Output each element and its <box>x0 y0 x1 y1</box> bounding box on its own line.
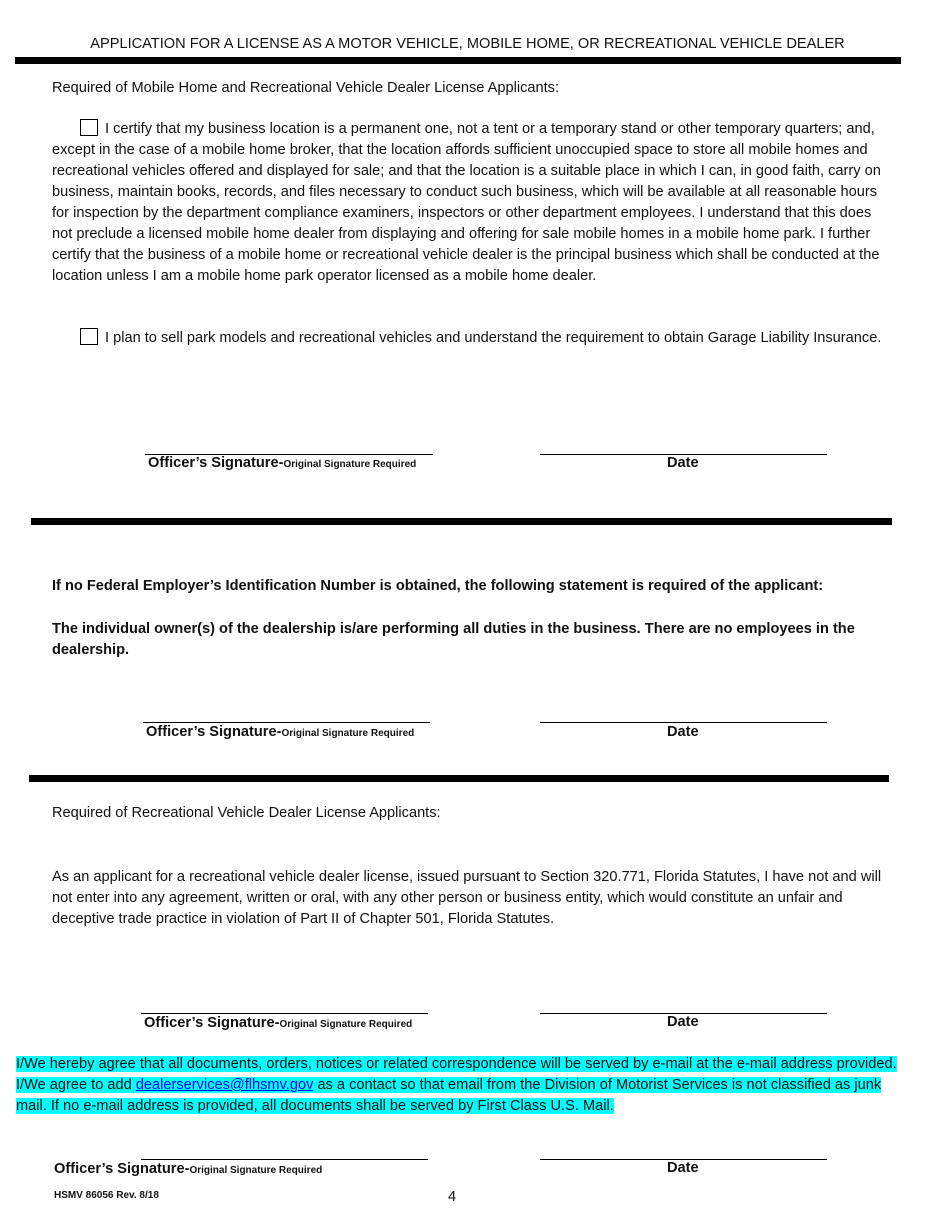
date-label-2: Date <box>667 724 699 740</box>
officer-signature-line-3[interactable] <box>141 1013 428 1014</box>
section3-heading: Required of Recreational Vehicle Dealer License Applicants: <box>52 805 441 821</box>
officer-label: Officer’s Signature- <box>146 724 282 740</box>
section1-heading: Required of Mobile Home and Recreational Vehicle Dealer License Applicants: <box>52 80 560 96</box>
certify-paragraph <box>52 119 892 287</box>
email-notice <box>16 1054 906 1117</box>
date-line-2[interactable] <box>540 722 827 723</box>
certify-text: I certify that my business location is a permanent one, not a tent or a temporary stand or other temporary quarters; and, except in the case of a mobile home broker, that the location affords sufficient unoccupied space to store all mobile homes and recreational vehicles offered and displayed for sale; and that the location is a suitable place in which I can, in good faith, carry on business, maintain books, records, and files necessary to conduct such business, which will be available at all reasonable hours for inspection by the department compliance examiners, inspectors or other department employees. I understand that this does not preclude a licensed mobile home dealer from displaying and offering for sale mobile homes in a mobile home park. I further certify that the business of a mobile home or recreational vehicle dealer is the principal business which shall be conducted at the location unless I am a mobile home park operator licensed as a mobile home dealer. <box>52 121 881 284</box>
certify-checkbox[interactable] <box>80 119 98 136</box>
dealer-services-email-link[interactable]: dealerservices@flhsmv.gov <box>135 1077 314 1093</box>
officer-signature-line-4[interactable] <box>141 1159 428 1160</box>
officer-signature-label-3 <box>144 1015 412 1031</box>
officer-label: Officer’s Signature- <box>54 1161 190 1177</box>
insurance-checkbox[interactable] <box>80 328 98 345</box>
officer-signature-label-4 <box>54 1161 322 1177</box>
officer-signature-line-2[interactable] <box>143 722 430 723</box>
email-notice-part2: as a contact so that email from the Division of Motorist Services is not classified as junk mail. If no e-mail address is provided, all documents shall be served by First Class U.S. Mail. <box>16 1077 882 1114</box>
email-notice-part1: I/We hereby agree that all documents, orders, notices or related correspondence will be served by e-mail at the e-mail address provided. I/We agree to add <box>16 1056 897 1093</box>
section2-heading: If no Federal Employer’s Identification Number is obtained, the following statement is required of the applicant: <box>52 578 824 594</box>
section3-statement: As an applicant for a recreational vehicle dealer license, issued pursuant to Section 320.771, Florida Statutes, I have not and will not enter into any agreement, written or oral, with any other person or business entity, which would constitute an unfair and deceptive trade practice in violation of Part II of Chapter 501, Florida Statutes. <box>52 869 882 927</box>
insurance-text: I plan to sell park models and recreational vehicles and understand the requirement to obtain Garage Liability Insurance. <box>105 330 882 346</box>
form-id: HSMV 86056 Rev. 8/18 <box>54 1190 159 1201</box>
form-title: APPLICATION FOR A LICENSE AS A MOTOR VEHICLE, MOBILE HOME, OR RECREATIONAL VEHICLE DEALER <box>90 36 845 52</box>
date-label-4: Date <box>667 1160 699 1176</box>
insurance-paragraph <box>52 328 892 349</box>
section-divider-2 <box>29 775 889 782</box>
officer-note: Original Signature Required <box>279 1019 413 1030</box>
officer-note: Original Signature Required <box>189 1165 323 1176</box>
date-label-1: Date <box>667 455 699 471</box>
section-divider-1 <box>31 518 892 525</box>
section2-statement: The individual owner(s) of the dealership is/are performing all duties in the business. There are no employees in the dealership. <box>52 621 855 658</box>
page-number: 4 <box>448 1189 457 1205</box>
officer-signature-label-1 <box>148 455 416 471</box>
header-rule <box>15 57 901 64</box>
date-label-3: Date <box>667 1014 699 1030</box>
officer-label: Officer’s Signature- <box>144 1015 280 1031</box>
officer-label: Officer’s Signature- <box>148 455 284 471</box>
officer-signature-label-2 <box>146 724 414 740</box>
officer-note: Original Signature Required <box>281 728 415 739</box>
officer-note: Original Signature Required <box>283 459 417 470</box>
